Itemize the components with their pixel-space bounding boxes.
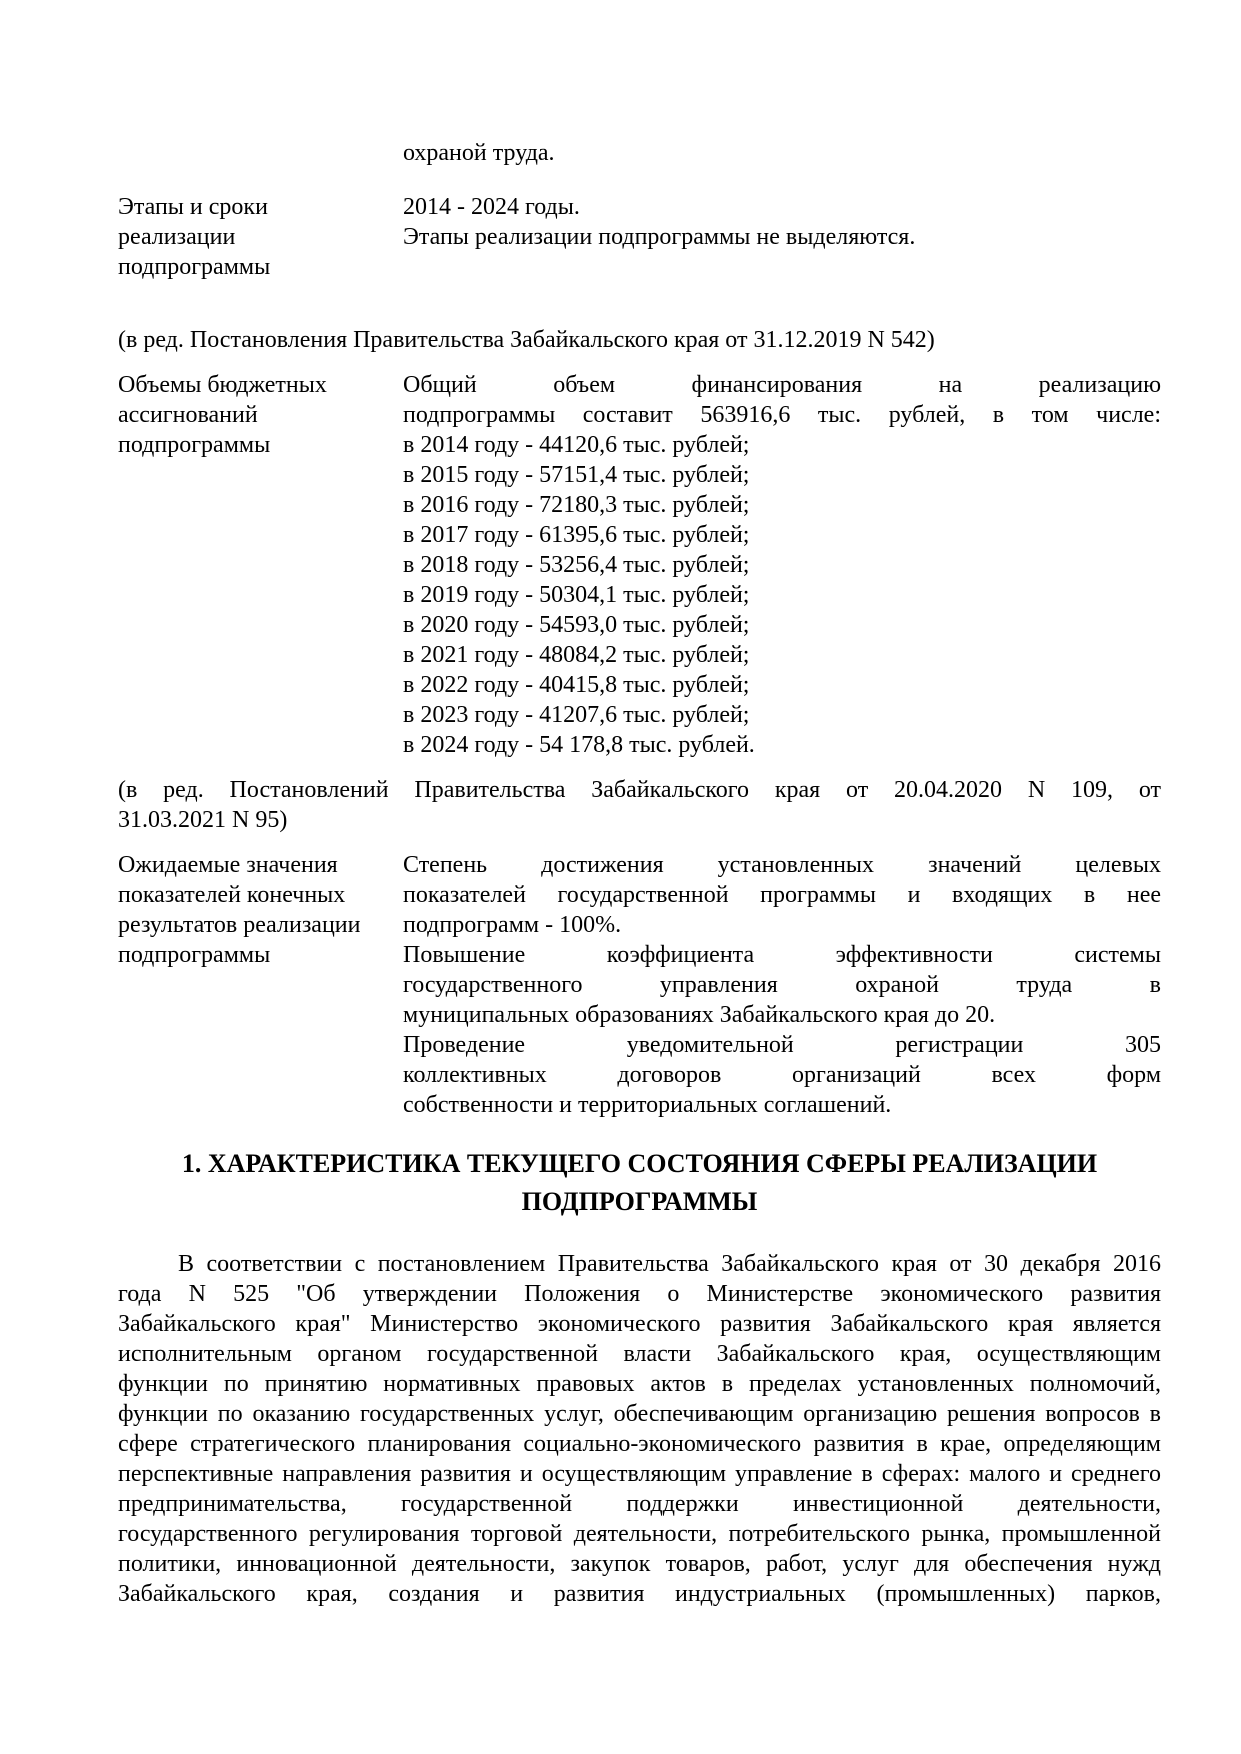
body-paragraph — [118, 1249, 1161, 1609]
section-heading: 1. ХАРАКТЕРИСТИКА ТЕКУЩЕГО СОСТОЯНИЯ СФЕРЫ РЕАЛИЗАЦИИ ПОДПРОГРАММЫ — [181, 1149, 1098, 1216]
amendment-note-2 — [118, 775, 1161, 835]
passport-label-budget: Объемы бюджетных ассигнований подпрограммы — [118, 372, 327, 458]
text-line: подпрограмм - 100%. — [403, 912, 622, 938]
passport-value-stages — [403, 192, 1161, 252]
text-line: (в ред. Постановлений Правительства Забайкальского края от 20.04.2020 N 109, от — [118, 777, 1161, 803]
carryover-text: охраной труда. — [403, 140, 555, 166]
passport-label-expected-results: Ожидаемые значения показателей конечных результатов реализации подпрограммы — [118, 852, 361, 968]
text-line: Забайкальского края, создания и развития индустриальных (промышленных) парков, — [118, 1581, 1161, 1607]
text-line: года N 525 "Об утверждении Положения о Министерстве экономического развития — [118, 1281, 1161, 1307]
text-line: сфере стратегического планирования социально-экономического развития в крае, определяющим — [118, 1431, 1161, 1457]
text-line: 2014 - 2024 годы. — [403, 194, 580, 220]
text-line: В соответствии с постановлением Правительства Забайкальского края от 30 декабря 2016 — [178, 1251, 1161, 1277]
amendment-note-1: (в ред. Постановления Правительства Забайкальского края от 31.12.2019 N 542) — [118, 327, 935, 353]
passport-row-stages — [118, 192, 1161, 282]
text-line: предпринимательства, государственной поддержки инвестиционной деятельности, — [118, 1491, 1161, 1517]
text-line: муниципальных образованиях Забайкальского края до 20. — [403, 1002, 996, 1028]
text-line: коллективных договоров организаций всех форм — [403, 1062, 1161, 1088]
budget-year-line: в 2021 году - 48084,2 тыс. рублей; — [403, 642, 750, 668]
budget-year-line: в 2023 году - 41207,6 тыс. рублей; — [403, 702, 750, 728]
budget-year-line: в 2018 году - 53256,4 тыс. рублей; — [403, 552, 750, 578]
text-line: подпрограммы составит 563916,6 тыс. рублей, в том числе: — [403, 402, 1161, 428]
budget-year-line: в 2020 году - 54593,0 тыс. рублей; — [403, 612, 750, 638]
budget-year-line: в 2015 году - 57151,4 тыс. рублей; — [403, 462, 750, 488]
text-line: государственного управления охраной труда в — [403, 972, 1161, 998]
passport-row-expected-results — [118, 850, 1161, 1120]
text-line: Общий объем финансирования на реализацию — [403, 372, 1161, 398]
text-line: показателей государственной программы и входящих в нее — [403, 882, 1161, 908]
budget-year-line: в 2022 году - 40415,8 тыс. рублей; — [403, 672, 750, 698]
budget-year-line: в 2016 году - 72180,3 тыс. рублей; — [403, 492, 750, 518]
text-line: функции по принятию нормативных правовых актов в пределах установленных полномочий, — [118, 1371, 1161, 1397]
text-line: 31.03.2021 N 95) — [118, 807, 288, 833]
passport-label-stages: Этапы и сроки реализации подпрограммы — [118, 194, 271, 280]
text-line: исполнительным органом государственной власти Забайкальского края, осуществляющим — [118, 1341, 1161, 1367]
passport-value-budget — [403, 370, 1161, 760]
text-line: политики, инновационной деятельности, закупок товаров, работ, услуг для обеспечения нужд — [118, 1551, 1161, 1577]
budget-year-line: в 2024 году - 54 178,8 тыс. рублей. — [403, 732, 755, 758]
text-line: Степень достижения установленных значений целевых — [403, 852, 1161, 878]
text-line: Этапы реализации подпрограммы не выделяются. — [403, 224, 916, 250]
text-line: Забайкальского края" Министерство экономического развития Забайкальского края является — [118, 1311, 1161, 1337]
budget-year-line: в 2014 году - 44120,6 тыс. рублей; — [403, 432, 750, 458]
text-line: Повышение коэффициента эффективности системы — [403, 942, 1161, 968]
budget-year-line: в 2017 году - 61395,6 тыс. рублей; — [403, 522, 750, 548]
text-line: государственного регулирования торговой деятельности, потребительского рынка, промышленной — [118, 1521, 1161, 1547]
text-line: собственности и территориальных соглашений. — [403, 1092, 892, 1118]
budget-year-line: в 2019 году - 50304,1 тыс. рублей; — [403, 582, 750, 608]
text-line: перспективные направления развития и осуществляющим управление в сферах: малого и среднего — [118, 1461, 1161, 1487]
passport-value-expected-results — [403, 850, 1161, 1120]
text-line: функции по оказанию государственных услуг, обеспечивающим организацию решения вопросов в — [118, 1401, 1161, 1427]
text-line: Проведение уведомительной регистрации 305 — [403, 1032, 1161, 1058]
passport-row-budget — [118, 370, 1161, 760]
